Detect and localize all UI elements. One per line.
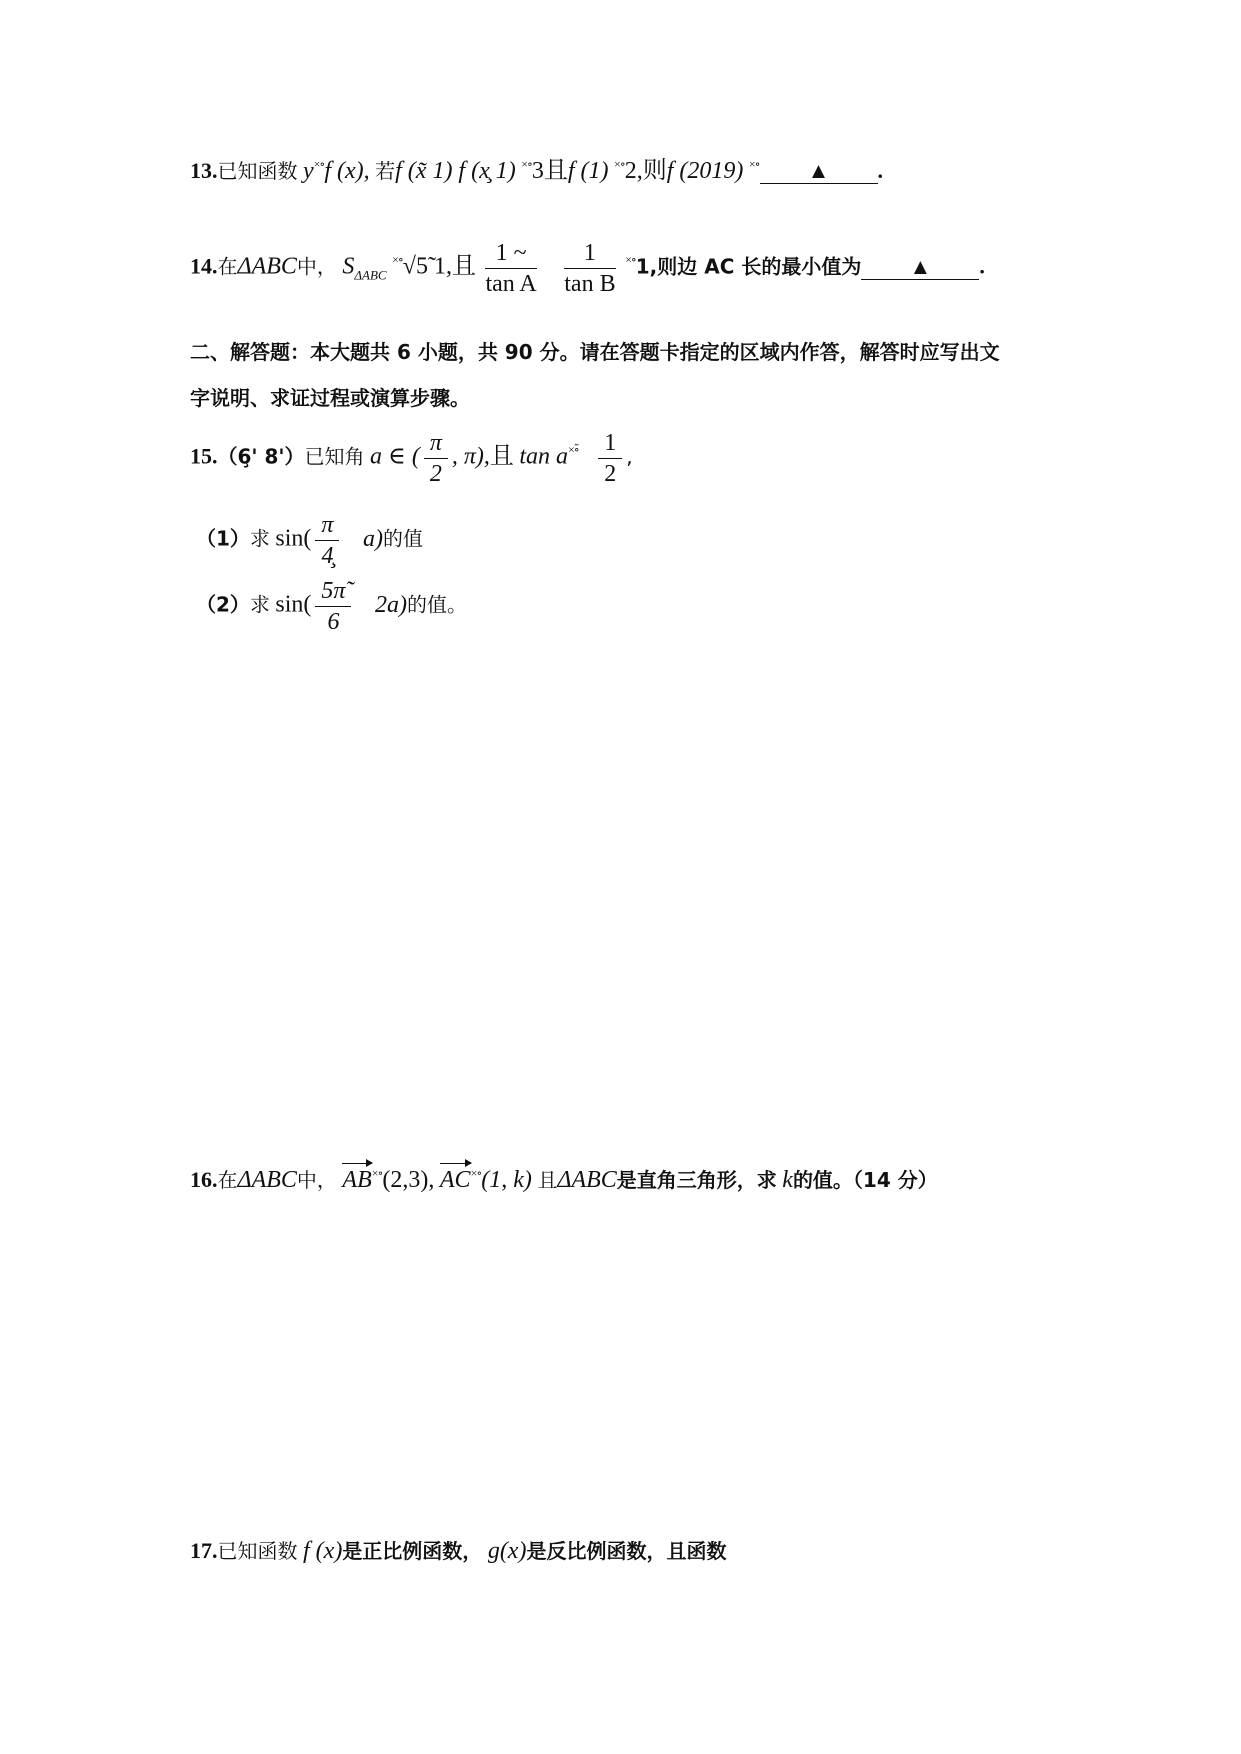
math-expr: a ∈ (: [370, 443, 420, 470]
question-number: 15.: [190, 443, 218, 469]
math-expr: f (x),: [324, 158, 370, 184]
math-expr: 则: [642, 158, 667, 184]
question-number: 17.: [190, 1538, 218, 1563]
math-expr: 且: [489, 443, 514, 470]
math-expr: (2,3),: [382, 1167, 435, 1193]
math-expr: ΔABC: [237, 1167, 297, 1193]
math-expr: , π),: [451, 443, 490, 470]
fraction: [598, 428, 622, 489]
garbled-glyph: ×∘: [392, 252, 403, 267]
question-text: 已知函数: [217, 1539, 298, 1563]
denominator: 4̧: [321, 543, 334, 569]
numerator: 5π̃: [315, 576, 351, 607]
garbled-glyph: ×∘: [371, 1166, 383, 1180]
punctuation: ,: [626, 444, 633, 469]
denominator: tan A: [485, 271, 537, 297]
numerator: 1 ~: [485, 238, 536, 269]
fraction: [424, 428, 448, 489]
question-17: [190, 1535, 726, 1565]
question-15-part-2: [196, 576, 467, 637]
math-expr: f (x̃ 1) f (x̧ 1): [395, 158, 516, 184]
question-text: 是反比例函数，且函数: [526, 1539, 727, 1563]
vector-ac: AC: [439, 1167, 471, 1193]
question-text: 在: [217, 1168, 238, 1192]
question-number: 14.: [190, 253, 218, 279]
math-expr: f (x): [303, 1538, 343, 1564]
math-expr: ΔABC: [237, 253, 297, 280]
numerator: 1: [564, 238, 615, 269]
math-expr: f (2019): [666, 158, 744, 184]
math-expr: k: [782, 1167, 793, 1193]
garbled-glyph: ×∘: [313, 157, 325, 171]
fraction: [485, 238, 536, 299]
question-text: 中，: [296, 254, 337, 279]
answer-blank: [760, 159, 878, 184]
math-expr: (1, k): [481, 1167, 532, 1193]
numerator: π: [424, 428, 448, 459]
garbled-glyph: ×∘: [470, 1166, 482, 1180]
question-15-part-1: [196, 510, 423, 571]
question-16: [190, 1164, 938, 1194]
score: （6̧' 8'）: [217, 444, 305, 469]
fraction: [315, 576, 351, 637]
question-number: 13.: [190, 158, 218, 183]
numerator: 1: [598, 428, 622, 459]
math-expr: 2a): [374, 591, 407, 618]
math-expr: 2,: [624, 158, 643, 184]
question-14: [190, 238, 985, 299]
denominator: 2: [604, 461, 617, 487]
math-expr: √5̃ 1,: [402, 253, 452, 280]
question-text: 若: [375, 159, 396, 183]
answer-blank: [861, 255, 979, 280]
question-text: 中，: [296, 1168, 337, 1192]
denominator: 2: [429, 461, 442, 487]
numerator: π: [315, 510, 339, 541]
part-label: （2）: [196, 592, 250, 617]
period: .: [877, 158, 884, 183]
section-heading-cont: 字说明、求证过程或演算步骤。: [190, 386, 470, 410]
math-expr: tan a: [519, 443, 569, 470]
question-13: [190, 150, 883, 185]
section-heading: 二、解答题：本大题共 6 小题，共 90 分。请在答题卡指定的区域内作答，解答时应写出文: [190, 340, 1000, 364]
question-15: [190, 428, 633, 489]
question-text: 且: [537, 1168, 558, 1192]
question-text: 已知函数: [217, 159, 298, 183]
garbled-glyph: ×∘̃: [568, 442, 579, 457]
math-expr: 3且: [531, 158, 568, 184]
question-text: 求: [249, 526, 270, 551]
math-expr: sin(: [275, 591, 312, 618]
question-text: 求: [249, 592, 270, 617]
math-expr: y: [303, 158, 314, 184]
period: .: [979, 253, 985, 279]
denominator: tan B: [564, 271, 616, 297]
garbled-glyph: ×∘: [521, 157, 532, 171]
part-label: （1）: [196, 526, 250, 551]
question-text: 的值。: [406, 592, 467, 617]
math-expr: ΔABC: [557, 1167, 617, 1193]
math-expr: a): [362, 525, 383, 552]
question-text: 在: [217, 254, 238, 279]
subscript: ΔABC: [354, 267, 387, 283]
math-expr: S: [342, 253, 355, 280]
question-number: 16.: [190, 1167, 218, 1192]
question-text: 是直角三角形，求: [616, 1168, 777, 1192]
question-text: 是正比例函数，: [342, 1539, 483, 1563]
vector-ab: AB: [342, 1167, 372, 1193]
question-text: 1,则边 AC 长的最小值为: [635, 254, 862, 279]
denominator: 6: [327, 609, 340, 635]
math-expr: 且: [451, 253, 476, 280]
triangle-icon: ▲: [909, 253, 932, 279]
math-expr: f (1): [567, 158, 609, 184]
question-text: 的值。（14 分）: [792, 1168, 938, 1192]
question-text: 已知角: [304, 444, 365, 469]
math-expr: sin(: [275, 525, 312, 552]
fraction: [315, 510, 339, 571]
fraction: [564, 238, 615, 299]
garbled-glyph: ×∘: [614, 157, 625, 171]
math-expr: g(x): [487, 1538, 527, 1564]
garbled-glyph: ×∘: [625, 252, 636, 267]
question-text: 的值: [382, 526, 423, 551]
garbled-glyph: ×∘: [748, 157, 760, 171]
triangle-icon: ▲: [807, 158, 830, 183]
